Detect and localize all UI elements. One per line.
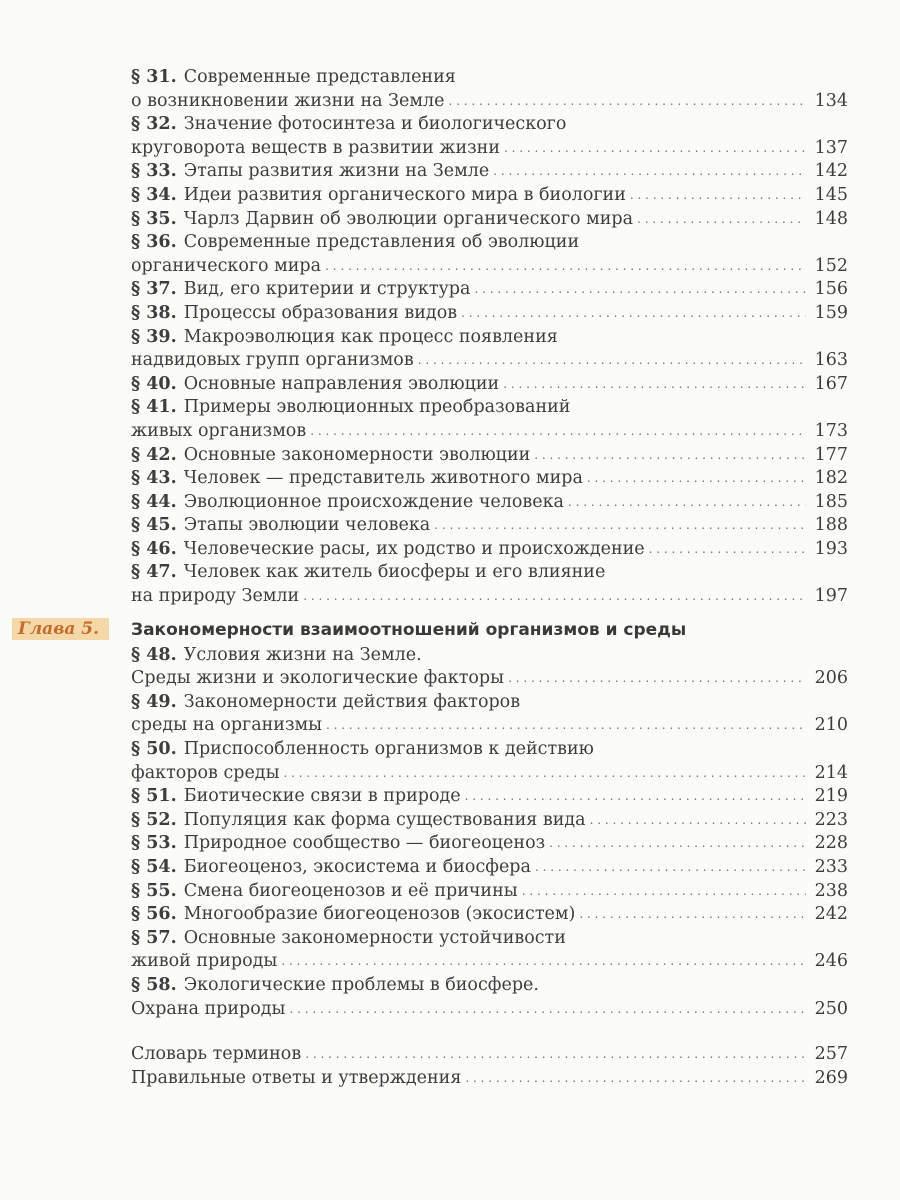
section-number: § 34. — [131, 184, 177, 205]
section-title: Биотические связи в природе — [183, 786, 461, 807]
section-title: Экологические проблемы в биосфере. — [183, 974, 539, 995]
toc-entry-line — [131, 420, 848, 444]
section-group-chapter-4 — [131, 66, 848, 609]
section-number: § 50. — [131, 739, 177, 760]
section-title: Человеческие расы, их родство и происхождение — [183, 538, 645, 559]
section-number: § 58. — [131, 974, 177, 995]
section-title: Чарлз Дарвин об эволюции органического мира — [183, 208, 634, 229]
section-title: живой природы — [131, 951, 278, 972]
page-number: 257 — [814, 1044, 848, 1065]
dot-leader — [649, 538, 806, 562]
section-number: § 43. — [131, 468, 177, 489]
dot-leader — [310, 420, 806, 444]
section-title: Закономерности действия факторов — [183, 691, 521, 712]
section-title: Охрана природы — [131, 998, 286, 1019]
page-number: 173 — [814, 420, 848, 441]
toc-entry[interactable] — [131, 160, 848, 184]
chapter-title: Закономерности взаимоотношений организмов и среды — [131, 619, 687, 640]
section-number: § 41. — [131, 397, 177, 418]
page-number: 238 — [814, 880, 848, 901]
section-title: Идеи развития органического мира в биологии — [183, 184, 626, 205]
toc-entry[interactable] — [131, 738, 848, 785]
section-number: § 35. — [131, 208, 177, 229]
page-number: 206 — [814, 668, 848, 689]
toc-entry-line — [131, 66, 848, 90]
page-number: 246 — [814, 951, 848, 972]
section-title: Основные направления эволюции — [183, 373, 500, 394]
dot-leader — [522, 880, 806, 904]
toc-entry-line — [131, 809, 848, 833]
dot-leader — [434, 514, 806, 538]
section-title: Смена биогеоценозов и её причины — [183, 880, 518, 901]
toc-entry[interactable] — [131, 561, 848, 608]
toc-entry-line — [131, 880, 848, 904]
dot-leader — [325, 255, 806, 279]
page-number: 145 — [814, 184, 848, 205]
page-number: 210 — [814, 715, 848, 736]
section-number: § 31. — [131, 67, 177, 87]
toc-entry[interactable] — [131, 856, 848, 880]
page-number: 233 — [814, 857, 848, 877]
dot-leader — [549, 832, 806, 856]
toc-entry-line — [131, 278, 848, 302]
dot-leader — [326, 714, 806, 738]
section-title: Современные представления об эволюции — [183, 232, 580, 253]
section-number: § 39. — [131, 326, 177, 347]
toc-entry[interactable] — [131, 208, 848, 232]
toc-entry-line — [131, 691, 848, 715]
section-title: Правильные ответы и утверждения — [131, 1067, 462, 1088]
toc-entry[interactable] — [131, 184, 848, 208]
section-title: Человек — представитель животного мира — [183, 468, 583, 489]
dot-leader — [568, 491, 806, 515]
section-number: § 56. — [131, 904, 177, 925]
section-title: органического мира — [131, 255, 322, 276]
toc-entry-line — [131, 1043, 848, 1067]
toc-entry-line — [131, 1067, 848, 1091]
section-title: живых организмов — [131, 420, 307, 441]
toc-entry-line — [131, 974, 848, 998]
section-number: § 53. — [131, 833, 177, 854]
dot-leader — [503, 373, 806, 397]
page-number: 163 — [814, 350, 848, 371]
section-title: Основные закономерности эволюции — [183, 444, 531, 465]
toc-entry[interactable] — [131, 302, 848, 326]
page-number: 185 — [814, 491, 848, 512]
page-number: 137 — [814, 137, 848, 158]
page-number: 223 — [814, 809, 848, 830]
appendix-group — [131, 1043, 848, 1090]
page-number: 188 — [814, 515, 848, 536]
section-title: о возникновении жизни на Земле — [131, 90, 445, 111]
section-title: Современные представления — [183, 67, 456, 87]
toc-entry-line — [131, 538, 848, 562]
dot-leader — [465, 785, 806, 809]
section-title: Популяция как форма существования вида — [183, 809, 586, 830]
section-number: § 40. — [131, 373, 177, 394]
page-number: 193 — [814, 538, 848, 559]
toc-entry-line — [131, 231, 848, 255]
toc-entry[interactable] — [131, 785, 848, 809]
dot-leader — [305, 1043, 806, 1067]
section-title: факторов среды — [131, 762, 280, 783]
dot-leader — [630, 184, 806, 208]
toc-entry-line — [131, 90, 848, 114]
section-title: Человек как житель биосферы и его влияние — [183, 562, 606, 583]
toc-entry[interactable] — [131, 927, 848, 974]
dot-leader — [461, 302, 806, 326]
page-number: 219 — [814, 786, 848, 807]
toc-entry-line — [131, 856, 848, 880]
toc-entry-line — [131, 373, 848, 397]
section-title: Этапы развития жизни на Земле — [183, 161, 490, 182]
page-number: 152 — [814, 255, 848, 276]
toc-entry[interactable] — [131, 66, 848, 113]
page-number: 148 — [814, 208, 848, 229]
page-number: 242 — [814, 904, 848, 925]
section-title: Приспособленность организмов к действию — [183, 739, 594, 760]
toc-entry[interactable] — [131, 809, 848, 833]
toc-entry-line — [131, 785, 848, 809]
toc-entry[interactable] — [131, 491, 848, 515]
section-title: Примеры эволюционных преобразований — [183, 397, 571, 418]
page-number: 182 — [814, 468, 848, 489]
page-number: 250 — [814, 998, 848, 1019]
dot-leader — [637, 208, 806, 232]
toc-entry[interactable] — [131, 691, 848, 738]
page-number: 142 — [814, 161, 848, 182]
page-number: 228 — [814, 833, 848, 854]
section-number: § 47. — [131, 562, 177, 583]
toc-entry-line — [131, 585, 848, 609]
section-title: Основные закономерности устойчивости — [183, 927, 566, 948]
toc-entry-line — [131, 644, 848, 668]
section-title: на природу Земли — [131, 586, 300, 607]
section-title: Вид, его критерии и структура — [183, 279, 471, 300]
dot-leader — [284, 762, 806, 786]
section-number: § 32. — [131, 114, 177, 135]
toc-entry[interactable] — [131, 373, 848, 397]
spacer — [131, 1021, 848, 1043]
table-of-contents — [18, 66, 848, 1090]
section-number: § 44. — [131, 491, 177, 512]
toc-entry[interactable] — [131, 278, 848, 302]
toc-entry[interactable] — [131, 231, 848, 278]
section-number: § 33. — [131, 161, 177, 182]
dot-leader — [303, 585, 806, 609]
dot-leader — [504, 137, 806, 161]
toc-entry-line — [131, 832, 848, 856]
page-number: 214 — [814, 762, 848, 783]
section-title: Макроэволюция как процесс появления — [183, 326, 558, 347]
section-title: Процессы образования видов — [183, 302, 458, 323]
dot-leader — [534, 444, 806, 468]
toc-entry[interactable] — [131, 538, 848, 562]
toc-entry-line — [131, 137, 848, 161]
dot-leader — [418, 349, 806, 373]
toc-entry-line — [131, 667, 848, 691]
toc-entry-line — [131, 326, 848, 350]
section-group-chapter-5 — [131, 644, 848, 1022]
toc-entry-line — [131, 113, 848, 137]
section-title: надвидовых групп организмов — [131, 350, 414, 371]
page-number: 269 — [814, 1067, 848, 1088]
dot-leader — [281, 950, 806, 974]
toc-entry-line — [131, 714, 848, 738]
section-title: Многообразие биогеоценозов (экосистем) — [183, 904, 576, 925]
section-number: § 52. — [131, 809, 177, 830]
chapter-label: Глава 5. — [12, 618, 109, 640]
dot-leader — [579, 903, 806, 927]
section-number: § 42. — [131, 444, 177, 465]
section-number: § 57. — [131, 927, 177, 948]
toc-entry[interactable] — [131, 326, 848, 373]
dot-leader — [289, 998, 806, 1022]
dot-leader — [448, 90, 806, 114]
toc-entry[interactable] — [131, 444, 848, 468]
dot-leader — [590, 809, 806, 833]
section-number: § 54. — [131, 857, 177, 877]
toc-entry-line — [131, 208, 848, 232]
toc-entry[interactable] — [131, 467, 848, 491]
toc-entry[interactable] — [131, 832, 848, 856]
toc-entry-line — [131, 927, 848, 951]
dot-leader — [587, 467, 806, 491]
toc-entry-line — [131, 349, 848, 373]
section-number: § 48. — [131, 644, 177, 665]
page-number: 197 — [814, 586, 848, 607]
toc-entry-line — [131, 491, 848, 515]
page-number: 177 — [814, 444, 848, 465]
toc-entry-line — [131, 762, 848, 786]
toc-entry-line — [131, 184, 848, 208]
section-number: § 55. — [131, 880, 177, 901]
section-title: среды на организмы — [131, 715, 323, 736]
section-number: § 37. — [131, 279, 177, 300]
section-title: круговорота веществ в развитии жизни — [131, 137, 500, 158]
section-title: Природное сообщество — биогеоценоз — [183, 833, 546, 854]
section-number: § 38. — [131, 302, 177, 323]
toc-entry-line — [131, 160, 848, 184]
chapter-heading[interactable] — [18, 617, 848, 644]
section-number: § 36. — [131, 232, 177, 253]
toc-entry[interactable] — [131, 903, 848, 927]
toc-entry[interactable] — [131, 113, 848, 160]
toc-entry-line — [131, 561, 848, 585]
toc-entry[interactable] — [131, 644, 848, 691]
toc-entry-line — [131, 514, 848, 538]
page-number: 156 — [814, 279, 848, 300]
toc-entry-line — [131, 255, 848, 279]
toc-entry-line — [131, 302, 848, 326]
appendix-entry[interactable] — [131, 1067, 848, 1091]
toc-entry[interactable] — [131, 514, 848, 538]
toc-entry-line — [131, 998, 848, 1022]
section-title: Условия жизни на Земле. — [183, 644, 422, 665]
toc-entry-line — [131, 396, 848, 420]
page-number: 134 — [814, 90, 848, 111]
toc-entry[interactable] — [131, 880, 848, 904]
toc-entry-line — [131, 903, 848, 927]
dot-leader — [508, 667, 806, 691]
section-title: Среды жизни и экологические факторы — [131, 668, 505, 689]
dot-leader — [465, 1067, 806, 1091]
section-number: § 49. — [131, 691, 177, 712]
toc-entry-line — [131, 950, 848, 974]
section-number: § 51. — [131, 786, 177, 807]
dot-leader — [535, 856, 806, 880]
section-title: Биогеоценоз, экосистема и биосфера — [183, 857, 531, 877]
page-number: 159 — [814, 302, 848, 323]
toc-entry[interactable] — [131, 396, 848, 443]
section-title: Словарь терминов — [131, 1044, 302, 1065]
toc-entry-line — [131, 738, 848, 762]
appendix-entry[interactable] — [131, 1043, 848, 1067]
section-title: Этапы эволюции человека — [183, 515, 431, 536]
page-number: 167 — [814, 373, 848, 394]
toc-entry-line — [131, 444, 848, 468]
section-number: § 45. — [131, 515, 177, 536]
section-title: Значение фотосинтеза и биологического — [183, 114, 567, 135]
toc-entry[interactable] — [131, 974, 848, 1021]
dot-leader — [474, 278, 806, 302]
section-title: Эволюционное происхождение человека — [183, 491, 564, 512]
toc-entry-line — [131, 467, 848, 491]
dot-leader — [493, 160, 806, 184]
section-number: § 46. — [131, 538, 177, 559]
